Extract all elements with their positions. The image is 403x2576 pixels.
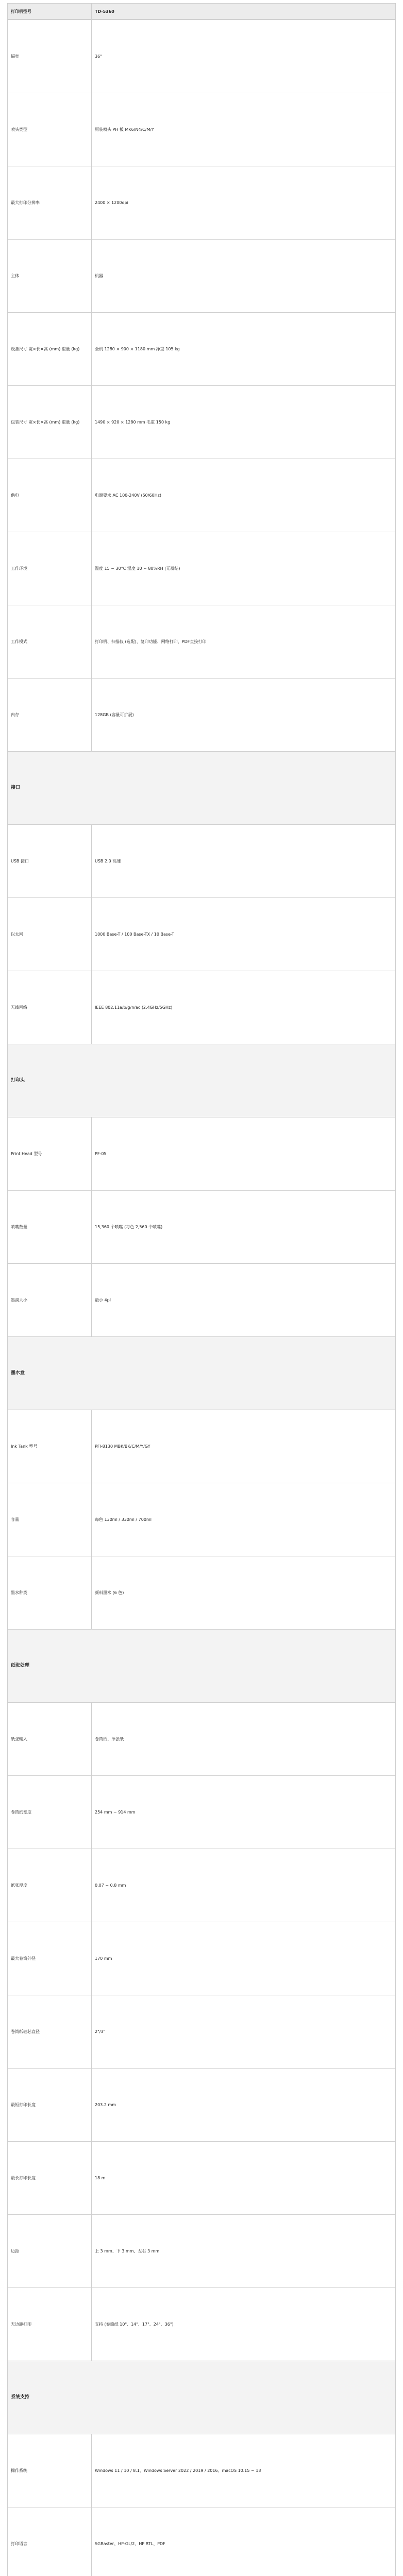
spec-key: 主体 <box>8 240 92 313</box>
spec-key: 以太网 <box>8 898 92 971</box>
spec-value: SGRaster、HP-GL/2、HP RTL、PDF <box>92 2507 396 2576</box>
spec-value: 上 3 mm、下 3 mm、左右 3 mm <box>92 2215 396 2288</box>
spec-table <box>7 3 396 20</box>
spec-row <box>8 386 396 459</box>
section-header <box>8 1337 396 1410</box>
spec-row <box>8 1995 396 2069</box>
spec-row <box>8 166 396 240</box>
section-title: 墨水盒 <box>8 1337 396 1410</box>
spec-value: 1490 × 920 × 1280 mm 毛重 150 kg <box>92 386 396 459</box>
spec-value: 支持 (卷筒纸 10"、14"、17"、24"、36") <box>92 2288 396 2361</box>
spec-row <box>8 1410 396 1483</box>
spec-value: 卷筒纸、单张纸 <box>92 1703 396 1776</box>
spec-key: 供电 <box>8 459 92 532</box>
spec-key: 边距 <box>8 2215 92 2288</box>
spec-value: 颜料墨水 (6 色) <box>92 1556 396 1630</box>
spec-key: 最大卷筒外径 <box>8 1922 92 1995</box>
spec-key: Print Head 型号 <box>8 1117 92 1191</box>
spec-value: 0.07 ~ 0.8 mm <box>92 1849 396 1922</box>
spec-key: 工作模式 <box>8 605 92 679</box>
section-title: 纸张处理 <box>8 1630 396 1703</box>
spec-key: 纸张输入 <box>8 1703 92 1776</box>
spec-value: PFI-8130 MBK/BK/C/M/Y/GY <box>92 1410 396 1483</box>
spec-row <box>8 1556 396 1630</box>
spec-row <box>8 20 396 93</box>
spec-value: 128GB (容量可扩展) <box>92 679 396 752</box>
spec-value: 温度 15 ~ 30°C 湿度 10 ~ 80%RH (无凝结) <box>92 532 396 605</box>
header-model-label: 打印机型号 <box>8 4 92 20</box>
spec-value: 全机 1280 × 900 × 1180 mm 净重 105 kg <box>92 313 396 386</box>
spec-key: USB 接口 <box>8 825 92 898</box>
spec-key: 设备尺寸 宽×长×高 (mm) 重量 (kg) <box>8 313 92 386</box>
spec-key: 喷头类型 <box>8 93 92 166</box>
header-model-value: TD-5360 <box>92 4 396 20</box>
spec-row <box>8 1849 396 1922</box>
spec-key: 无边距打印 <box>8 2288 92 2361</box>
section-header <box>8 1044 396 1117</box>
section-title: 接口 <box>8 752 396 825</box>
spec-key: 内存 <box>8 679 92 752</box>
spec-row <box>8 1264 396 1337</box>
spec-value: USB 2.0 高速 <box>92 825 396 898</box>
spec-key: 打印语言 <box>8 2507 92 2576</box>
spec-row <box>8 2069 396 2142</box>
spec-key: 容量 <box>8 1483 92 1556</box>
spec-row <box>8 971 396 1044</box>
spec-row <box>8 240 396 313</box>
spec-row <box>8 313 396 386</box>
spec-value: 每色 130ml / 330ml / 700ml <box>92 1483 396 1556</box>
spec-key: 操作系统 <box>8 2434 92 2507</box>
spec-key: 墨滴大小 <box>8 1264 92 1337</box>
spec-row <box>8 1117 396 1191</box>
spec-value: 2"/3" <box>92 1995 396 2069</box>
section-title: 系统支持 <box>8 2361 396 2434</box>
spec-row <box>8 898 396 971</box>
spec-row <box>8 679 396 752</box>
spec-value: 打印机、扫描仪 (选配)、复印功能、网络打印、PDF直接打印 <box>92 605 396 679</box>
spec-value: 36" <box>92 20 396 93</box>
spec-row <box>8 1191 396 1264</box>
spec-value: 170 mm <box>92 1922 396 1995</box>
spec-value: 机器 <box>92 240 396 313</box>
spec-body <box>7 20 396 2576</box>
spec-row <box>8 2507 396 2576</box>
spec-value: 电源要求 AC 100-240V (50/60Hz) <box>92 459 396 532</box>
spec-row <box>8 1703 396 1776</box>
spec-key: 最长打印长度 <box>8 2142 92 2215</box>
spec-key: 喷嘴数量 <box>8 1191 92 1264</box>
spec-sheet <box>7 3 396 2576</box>
spec-row <box>8 2142 396 2215</box>
spec-value: IEEE 802.11a/b/g/n/ac (2.4GHz/5GHz) <box>92 971 396 1044</box>
spec-value: 1000 Base-T / 100 Base-TX / 10 Base-T <box>92 898 396 971</box>
spec-key: 最大打印分辨率 <box>8 166 92 240</box>
spec-header-row <box>8 4 396 20</box>
spec-row <box>8 605 396 679</box>
spec-value: Windows 11 / 10 / 8.1、Windows Server 2022 / 2019 / 2016、macOS 10.15 ~ 13 <box>92 2434 396 2507</box>
spec-row <box>8 825 396 898</box>
spec-key: 工作环境 <box>8 532 92 605</box>
spec-value: 18 m <box>92 2142 396 2215</box>
spec-key: 墨水种类 <box>8 1556 92 1630</box>
spec-row <box>8 1776 396 1849</box>
spec-row <box>8 2434 396 2507</box>
spec-row <box>8 1483 396 1556</box>
spec-key: 卷筒纸宽度 <box>8 1776 92 1849</box>
spec-row <box>8 2288 396 2361</box>
spec-value: 2400 × 1200dpi <box>92 166 396 240</box>
section-title: 打印头 <box>8 1044 396 1117</box>
spec-value: PF-05 <box>92 1117 396 1191</box>
spec-key: 卷筒纸轴芯直径 <box>8 1995 92 2069</box>
spec-value: 254 mm ~ 914 mm <box>92 1776 396 1849</box>
spec-value: 原装喷头 PH 板 MK6/N4/C/M/Y <box>92 93 396 166</box>
spec-row <box>8 1922 396 1995</box>
spec-value: 15,360 个喷嘴 (每色 2,560 个喷嘴) <box>92 1191 396 1264</box>
spec-key: 纸张厚度 <box>8 1849 92 1922</box>
section-header <box>8 752 396 825</box>
spec-row <box>8 93 396 166</box>
spec-key: Ink Tank 型号 <box>8 1410 92 1483</box>
spec-key: 幅宽 <box>8 20 92 93</box>
spec-row <box>8 532 396 605</box>
spec-key: 无线网络 <box>8 971 92 1044</box>
section-header <box>8 1630 396 1703</box>
spec-key: 最短打印长度 <box>8 2069 92 2142</box>
spec-row <box>8 459 396 532</box>
spec-key: 包装尺寸 宽×长×高 (mm) 重量 (kg) <box>8 386 92 459</box>
spec-value: 203.2 mm <box>92 2069 396 2142</box>
section-header <box>8 2361 396 2434</box>
spec-row <box>8 2215 396 2288</box>
spec-value: 最小 4pl <box>92 1264 396 1337</box>
